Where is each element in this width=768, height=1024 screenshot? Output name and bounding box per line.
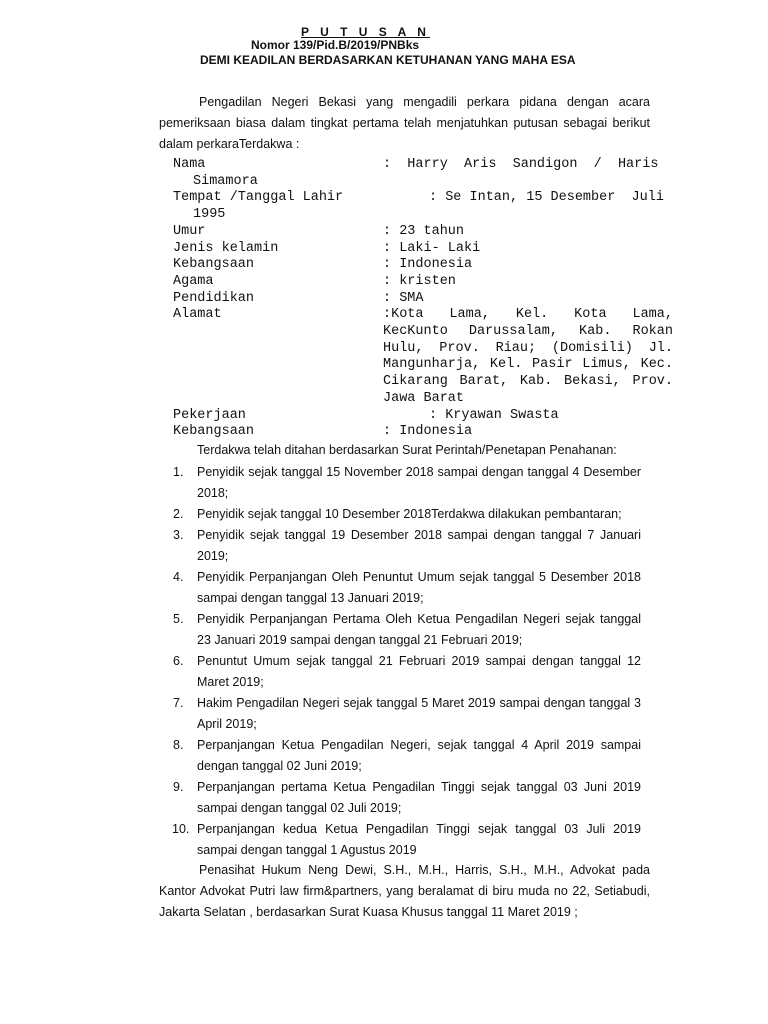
list-item — [173, 735, 653, 777]
justice-heading: DEMI KEADILAN BERDASARKAN KETUHANAN YANG MAHA ESA — [200, 53, 576, 67]
list-number: 4. — [173, 570, 184, 584]
list-number: 1. — [173, 465, 184, 479]
list-item — [173, 609, 653, 651]
identity-continuation: Simamora — [193, 173, 258, 189]
identity-value: : Kryawan Swasta — [429, 407, 559, 423]
counsel-paragraph — [159, 860, 650, 923]
identity-label: Alamat — [173, 307, 222, 323]
list-number: 3. — [173, 528, 184, 542]
intro-text: Pengadilan Negeri Bekasi yang mengadili perkara pidana dengan acara pemeriksaan biasa dalam tingkat pertama telah menjatuhkan putusan sebagai berikut dalam perkaraTerdakwa : — [159, 95, 650, 151]
list-text: Perpanjangan kedua Ketua Pengadilan Tinggi sejak tanggal 03 Juli 2019 sampai dengan tanggal 1 Agustus 2019 — [197, 822, 641, 857]
counsel-text: Penasihat Hukum Neng Dewi, S.H., M.H., Harris, S.H., M.H., Advokat pada Kantor Advokat Putri law firm&partners, yang beralamat di biru muda no 22, Setiabudi, Jakarta Selatan , berdasarkan Surat Kuasa Khusus tanggal 11 Maret 2019 ; — [159, 863, 650, 919]
list-number: 10. — [172, 822, 190, 836]
identity-value: : Harry Aris Sandigon / Haris — [383, 157, 659, 172]
identity-row-agama — [173, 274, 673, 291]
identity-row-pendidikan — [173, 291, 673, 308]
identity-row-kebangsaan — [173, 257, 673, 274]
list-number: 9. — [173, 780, 184, 794]
identity-value: : Laki- Laki — [383, 240, 481, 256]
defendant-identity — [173, 157, 673, 441]
detention-intro: Terdakwa telah ditahan berdasarkan Surat Perintah/Penetapan Penahanan: — [197, 443, 617, 457]
identity-value: : SMA — [383, 290, 424, 306]
identity-value: : 23 tahun — [383, 223, 465, 239]
identity-value: :Kota Lama, Kel. Kota Lama, KecKunto Darussalam, Kab. Rokan Hulu, Prov. Riau; (Domisili) Jl. Mangunharja, Kel. Pasir Limus, Kec. Cikarang Barat, Kab. Bekasi, Prov. Jawa Barat — [383, 307, 673, 406]
list-item — [173, 504, 653, 525]
identity-row-pekerjaan — [173, 408, 673, 425]
list-item — [173, 819, 653, 861]
identity-label: Nama — [173, 157, 206, 172]
list-item — [173, 567, 653, 609]
list-number: 8. — [173, 738, 184, 752]
document-title: P U T U S A N — [301, 25, 430, 39]
identity-value: : kristen — [383, 273, 456, 289]
identity-value: : Se Intan, 15 Desember Juli — [429, 190, 664, 206]
list-item — [173, 651, 653, 693]
identity-row-kebangsaan-2 — [173, 424, 673, 441]
identity-value: : Indonesia — [383, 257, 473, 273]
identity-continuation: 1995 — [193, 207, 226, 223]
list-text: Penyidik Perpanjangan Pertama Oleh Ketua Pengadilan Negeri sejak tanggal 23 Januari 2019 sampai dengan tanggal 21 Februari 2019; — [197, 612, 641, 647]
list-text: Penyidik sejak tanggal 15 November 2018 sampai dengan tanggal 4 Desember 2018; — [197, 465, 641, 500]
identity-label: Pekerjaan — [173, 407, 246, 423]
identity-label: Umur — [173, 223, 206, 239]
list-text: Penyidik Perpanjangan Oleh Penuntut Umum sejak tanggal 5 Desember 2018 sampai dengan tanggal 13 Januari 2019; — [197, 570, 641, 605]
list-text: Penyidik sejak tanggal 19 Desember 2018 sampai dengan tanggal 7 Januari 2019; — [197, 528, 641, 563]
list-item — [173, 777, 653, 819]
list-item — [173, 525, 653, 567]
identity-row-nama — [173, 157, 673, 174]
list-number: 7. — [173, 696, 184, 710]
list-text: Perpanjangan Ketua Pengadilan Negeri, sejak tanggal 4 April 2019 sampai dengan tanggal 02 Juni 2019; — [197, 738, 641, 773]
intro-paragraph — [159, 92, 650, 155]
identity-label: Kebangsaan — [173, 257, 255, 273]
identity-label: Jenis kelamin — [173, 240, 279, 256]
list-number: 5. — [173, 612, 184, 626]
identity-label: Tempat /Tanggal Lahir — [173, 190, 344, 206]
list-text: Perpanjangan pertama Ketua Pengadilan Tinggi sejak tanggal 03 Juni 2019 sampai dengan tanggal 02 Juli 2019; — [197, 780, 641, 815]
list-text: Hakim Pengadilan Negeri sejak tanggal 5 Maret 2019 sampai dengan tanggal 3 April 2019; — [197, 696, 641, 731]
identity-row-ttl — [173, 190, 673, 207]
list-text: Penyidik sejak tanggal 10 Desember 2018Terdakwa dilakukan pembantaran; — [197, 507, 622, 521]
list-number: 2. — [173, 507, 184, 521]
list-item — [173, 462, 653, 504]
identity-row-umur — [173, 224, 673, 241]
list-number: 6. — [173, 654, 184, 668]
identity-value: : Indonesia — [383, 424, 473, 440]
list-text: Penuntut Umum sejak tanggal 21 Februari 2019 sampai dengan tanggal 12 Maret 2019; — [197, 654, 641, 689]
identity-row-jenis-kelamin — [173, 241, 673, 258]
identity-row-alamat — [173, 307, 673, 407]
case-number: Nomor 139/Pid.B/2019/PNBks — [251, 38, 420, 52]
detention-list — [173, 462, 653, 861]
identity-label: Agama — [173, 273, 214, 289]
list-item — [173, 693, 653, 735]
identity-label: Pendidikan — [173, 290, 255, 306]
identity-label: Kebangsaan — [173, 424, 255, 440]
